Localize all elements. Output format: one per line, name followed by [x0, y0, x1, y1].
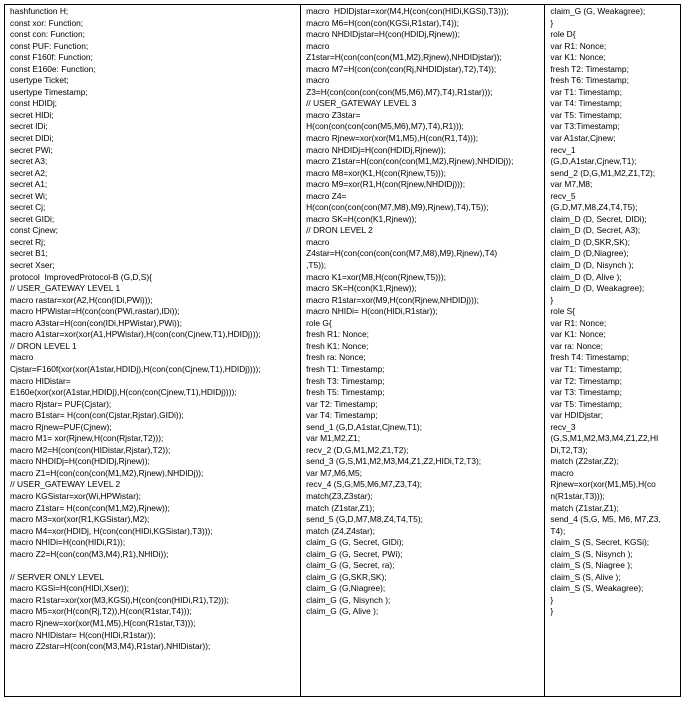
code-line: macro Rjnew=xor(xor(M1,M5),H(con(R1star,T3))); [10, 617, 196, 628]
code-line: macro [306, 75, 330, 86]
code-line: recv_4 (S,G,M5,M6,M7,Z3,T4); [306, 479, 422, 490]
code-line: macro M1= xor(Rjnew,H(con(Rjstar,T2))); [10, 433, 164, 444]
code-line: fresh T3: Timestamp; [306, 375, 385, 386]
code-line: n(R1star,T3))); [550, 490, 605, 501]
code-line: Cjstar=F160f(xor(xor(A1star,HDIDj),H(con(con(Cjnew,T1),HDIDj)))); [10, 363, 261, 374]
code-line: // DRON LEVEL 2 [306, 225, 373, 236]
code-line: macro [10, 352, 34, 363]
code-line: claim_D (D, Secret, DIDi); [550, 213, 647, 224]
code-line: Z4star=H(con(con(con(con(M7,M8),M9),Rjnew),T4) [306, 248, 498, 259]
code-line: send_2 (D,G,M1,M2,Z1,T2); [550, 167, 656, 178]
code-line: claim_S (S, Weakagree); [550, 583, 644, 594]
code-line: const F160f: Function; [10, 52, 93, 63]
code-line: macro SK=H(con(K1,Rjnew)); [306, 213, 417, 224]
code-line: macro NHIDi= H(con(HIDi,R1star)); [306, 306, 438, 317]
code-line: match (Z2star,Z2); [550, 456, 619, 467]
code-line: claim_G (G, Secret, GIDi); [306, 537, 404, 548]
code-line: fresh K1: Nonce; [306, 340, 369, 351]
code-line: Z1star=H(con(con(con(M1,M2),Rjnew),NHDIDjstar)); [306, 52, 502, 63]
code-line: fresh T5: Timestamp; [306, 387, 385, 398]
code-line: } [550, 594, 554, 605]
code-line: // USER_GATEWAY LEVEL 1 [10, 283, 121, 294]
code-line: usertype Timestamp; [10, 86, 88, 97]
code-line: macro R1star=xor(xor(M3,KGSi),H(con(con(HIDi,R1),T2))); [10, 594, 229, 605]
code-line: const Cjnew; [10, 225, 58, 236]
code-line: macro [550, 467, 574, 478]
code-line: const con: Function; [10, 29, 85, 40]
code-line: var M7,M6,M5; [306, 467, 362, 478]
code-line: macro B1star= H(con(con(Cjstar,Rjstar),GIDi)); [10, 410, 184, 421]
code-line: fresh T4: Timestamp; [550, 352, 629, 363]
code-line: macro NHIDistar= H(con(HIDi,R1star)); [10, 629, 156, 640]
code-line: E160e(xor(xor(A1star,HDIDj),H(con(con(Cjnew,T1),HDIDj)))); [10, 387, 237, 398]
code-line: var K1: Nonce; [550, 329, 606, 340]
code-line: macro Z4= [306, 190, 347, 201]
code-line: fresh T2: Timestamp; [550, 63, 629, 74]
code-line: claim_S (S, Nisynch ); [550, 548, 633, 559]
code-line: ,T5)); [306, 260, 327, 271]
code-line: var A1star,Cjnew; [550, 133, 616, 144]
code-line: macro HDIDjstar=xor(M4,H(con(con(HIDi,KGSi),T3))); [306, 6, 509, 16]
code-line: macro M6=H(con(con(KGSi,R1star),T4)); [306, 17, 459, 28]
code-line: role D{ [550, 29, 576, 40]
code-line: var K1: Nonce; [550, 52, 606, 63]
code-line: } [550, 294, 554, 305]
code-line: claim_G (G, Secret, ra); [306, 560, 395, 571]
code-line: H(con(con(con(con(M7,M8),M9),Rjnew),T4),T5)); [306, 202, 489, 213]
code-line: secret HIDi; [10, 109, 54, 120]
code-line: var HDIDjstar; [550, 410, 603, 421]
code-line: macro Z1star= H(con(con(M1,M2),Rjnew)); [10, 502, 170, 513]
code-line: claim_G (G,Niagree); [306, 583, 386, 594]
code-line: role G{ [306, 317, 332, 328]
code-line: macro M7=H(con(con(con(Rj,NHDIDjstar),T2),T4)); [306, 63, 497, 74]
code-line: match (Z1star,Z1); [550, 502, 619, 513]
code-line: var T1: Timestamp; [550, 86, 622, 97]
code-line: macro KGSistar=xor(Wi,HPWistar); [10, 490, 141, 501]
code-line: } [550, 606, 554, 617]
code-line: T4); [550, 525, 566, 536]
code-line: claim_D (D, Weakagree); [550, 283, 645, 294]
code-line: macro Z1star=H(con(con(con(M1,M2),Rjnew),NHDIDj)); [306, 156, 514, 167]
code-line: macro Z1=H(con(con(con(M1,M2),Rjnew),NHDIDj)); [10, 467, 204, 478]
code-line: claim_G (G, Alive ); [306, 606, 379, 617]
code-line: (G,D,M7,M8,Z4,T4,T5); [550, 202, 638, 213]
code-line: const PUF: Function; [10, 40, 89, 51]
code-line: macro Z3star= [306, 109, 361, 120]
code-line: recv_5 [550, 190, 576, 201]
code-line: secret Cj; [10, 202, 46, 213]
code-line: macro Rjstar= PUF(Cjstar); [10, 398, 112, 409]
code-line: secret GIDi; [10, 213, 55, 224]
code-line: claim_G (G,SKR,SK); [306, 571, 387, 582]
code-line: (G,S,M1,M2,M3,M4,Z1,Z2,HI [550, 433, 659, 444]
code-line: secret Xser; [10, 260, 55, 271]
code-line: fresh R1: Nonce; [306, 329, 369, 340]
code-line: macro [306, 40, 330, 51]
code-line: macro SK=H(con(K1,Rjnew)); [306, 283, 417, 294]
code-line: hashfunction H; [10, 6, 69, 16]
code-line: send_4 (S,G, M5, M6, M7,Z3, [550, 514, 661, 525]
code-line: claim_D (D, Alive ); [550, 271, 622, 282]
code-line: usertype Ticket; [10, 75, 69, 86]
code-line: claim_D (D, Secret, A3); [550, 225, 641, 236]
code-line: claim_D (D,SKR,SK); [550, 236, 630, 247]
code-line: recv_1 [550, 144, 576, 155]
code-line: const HDIDj; [10, 98, 58, 109]
code-line: var R1: Nonce; [550, 40, 607, 51]
code-line: // SERVER ONLY LEVEL [10, 571, 105, 582]
code-line: Di,T2,T3); [550, 444, 588, 455]
code-line: match (Z4,Z4star); [306, 525, 375, 536]
code-line: Z3=H(con(con(con(con(M5,M6),M7),T4),R1star))); [306, 86, 493, 97]
column-2 [300, 5, 544, 696]
code-line: var M1,M2,Z1; [306, 433, 361, 444]
code-line: send_5 (G,D,M7,M8,Z4,T4,T5); [306, 514, 423, 525]
code-line [10, 560, 297, 572]
code-line: secret DIDi; [10, 133, 54, 144]
code-line: match (Z1star,Z1); [306, 502, 375, 513]
code-line: claim_S (S, Alive ); [550, 571, 621, 582]
code-line: claim_D (D,Niagree); [550, 248, 629, 259]
code-line: send_3 (G,S,M1,M2,M3,M4,Z1,Z2,HIDi,T2,T3); [306, 456, 482, 467]
code-line: const E160e: Function; [10, 63, 96, 74]
code-line: macro NHDIDjstar=H(con(HDIDj,Rjnew)); [306, 29, 460, 40]
code-line: // USER_GATEWAY LEVEL 3 [306, 98, 417, 109]
code-line: match(Z3,Z3star); [306, 490, 373, 501]
code-line: claim_G (G, Nisynch ); [306, 594, 391, 605]
code-line: macro M3=xor(xor(R1,KGSistar),M2); [10, 514, 150, 525]
code-line: var T5: Timestamp; [550, 109, 622, 120]
column-1 [5, 5, 300, 696]
code-line: macro Rjnew=PUF(Cjnew); [10, 421, 112, 432]
code-line: const xor: Function; [10, 17, 84, 28]
code-line: var M7,M8; [550, 179, 593, 190]
protocol-listing-table [4, 4, 681, 697]
code-line: macro NHDIDj=H(con(HDIDj,Rjnew)); [10, 456, 150, 467]
code-line: fresh T1: Timestamp; [306, 363, 385, 374]
code-line: fresh ra: Nonce; [306, 352, 366, 363]
code-line: macro M5=xor(H(con(Rj,T2)),H(con(R1star,T4))); [10, 606, 192, 617]
code-line: var T5: Timestamp; [550, 398, 622, 409]
code-line: macro M2=H(con(con(HIDistar,Rjstar),T2)); [10, 444, 171, 455]
code-line: macro NHDIDj=H(con(HDIDj,Rjnew)); [306, 144, 446, 155]
code-line: macro A1star=xor(xor(A1,HPWistar),H(con(con(Cjnew,T1),HDIDj))); [10, 329, 261, 340]
code-line: claim_G (G, Weakagree); [550, 6, 646, 16]
code-line: var T3:Timestamp; [550, 121, 620, 132]
code-line: secret Wi; [10, 190, 48, 201]
code-line: secret IDi; [10, 121, 48, 132]
code-line: secret A2; [10, 167, 48, 178]
code-line: recv_3 [550, 421, 576, 432]
code-line: macro HIDistar= [10, 375, 71, 386]
code-line: macro M9=xor(R1,H(con(Rjnew,NHDIDj))); [306, 179, 466, 190]
code-line: secret A1; [10, 179, 48, 190]
code-line: var T2: Timestamp; [306, 398, 378, 409]
code-line: var ra: Nonce; [550, 340, 603, 351]
code-line: var T3: Timestamp; [550, 387, 622, 398]
code-line: claim_S (S, Niagree ); [550, 560, 633, 571]
code-line: macro A3star=H(con(con(IDi,HPWistar),PWi)); [10, 317, 182, 328]
code-line: var T1: Timestamp; [550, 363, 622, 374]
code-line: macro HPWistar=H(con(con(PWi,rastar),IDi)); [10, 306, 180, 317]
code-line: fresh T6: Timestamp; [550, 75, 629, 86]
code-line: claim_D (D, Nisynch ); [550, 260, 634, 271]
code-line: claim_G (G, Secret, PWi); [306, 548, 403, 559]
code-line: macro rastar=xor(A2,H(con(IDi,PWi))); [10, 294, 153, 305]
code-line: send_1 (G,D,A1star,Cjnew,T1); [306, 421, 423, 432]
code-line: protocol ImprovedProtocol-B (G,D,S){ [10, 271, 152, 282]
code-line: var R1: Nonce; [550, 317, 607, 328]
code-line: Rjnew=xor(xor(M1,M5),H(co [550, 479, 656, 490]
code-line: var T2: Timestamp; [550, 375, 622, 386]
code-line: // USER_GATEWAY LEVEL 2 [10, 479, 121, 490]
code-line: H(con(con(con(con(M5,M6),M7),T4),R1))); [306, 121, 464, 132]
code-line: macro [306, 236, 330, 247]
code-line: secret A3; [10, 156, 48, 167]
code-line: macro M8=xor(K1,H(con(Rjnew,T5))); [306, 167, 446, 178]
code-line: secret Rj; [10, 236, 46, 247]
code-line: macro Rjnew=xor(xor(M1,M5),H(con(R1,T4))); [306, 133, 479, 144]
code-line: var T4: Timestamp; [550, 98, 622, 109]
code-line: macro R1star=xor(M9,H(con(Rjnew,NHDIDj))); [306, 294, 479, 305]
code-line: (G,D,A1star,Cjnew,T1); [550, 156, 637, 167]
code-line: macro M4=xor(HDIDj, H(con(con(HIDi,KGSistar),T3))); [10, 525, 213, 536]
code-line: claim_S (S, Secret, KGSi); [550, 537, 650, 548]
code-line: role S{ [550, 306, 576, 317]
code-line: var T4: Timestamp; [306, 410, 378, 421]
code-line: macro Z2=H(con(con(M3,M4),R1),NHIDi)); [10, 548, 169, 559]
code-line: macro K1=xor(M8,H(con(Rjnew,T5))); [306, 271, 446, 282]
code-line: macro Z2star=H(con(con(M3,M4),R1star),NHIDistar)); [10, 641, 211, 652]
code-line: recv_2 (D,G,M1,M2,Z1,T2); [306, 444, 409, 455]
code-line: secret B1; [10, 248, 48, 259]
code-line: // DRON LEVEL 1 [10, 340, 77, 351]
code-line: } [550, 17, 554, 28]
code-line: macro NHIDi=H(con(HIDi,R1)); [10, 537, 126, 548]
code-line: secret PWi; [10, 144, 53, 155]
column-3 [544, 5, 680, 696]
code-line: macro KGSi=H(con(HIDi,Xser)); [10, 583, 129, 594]
